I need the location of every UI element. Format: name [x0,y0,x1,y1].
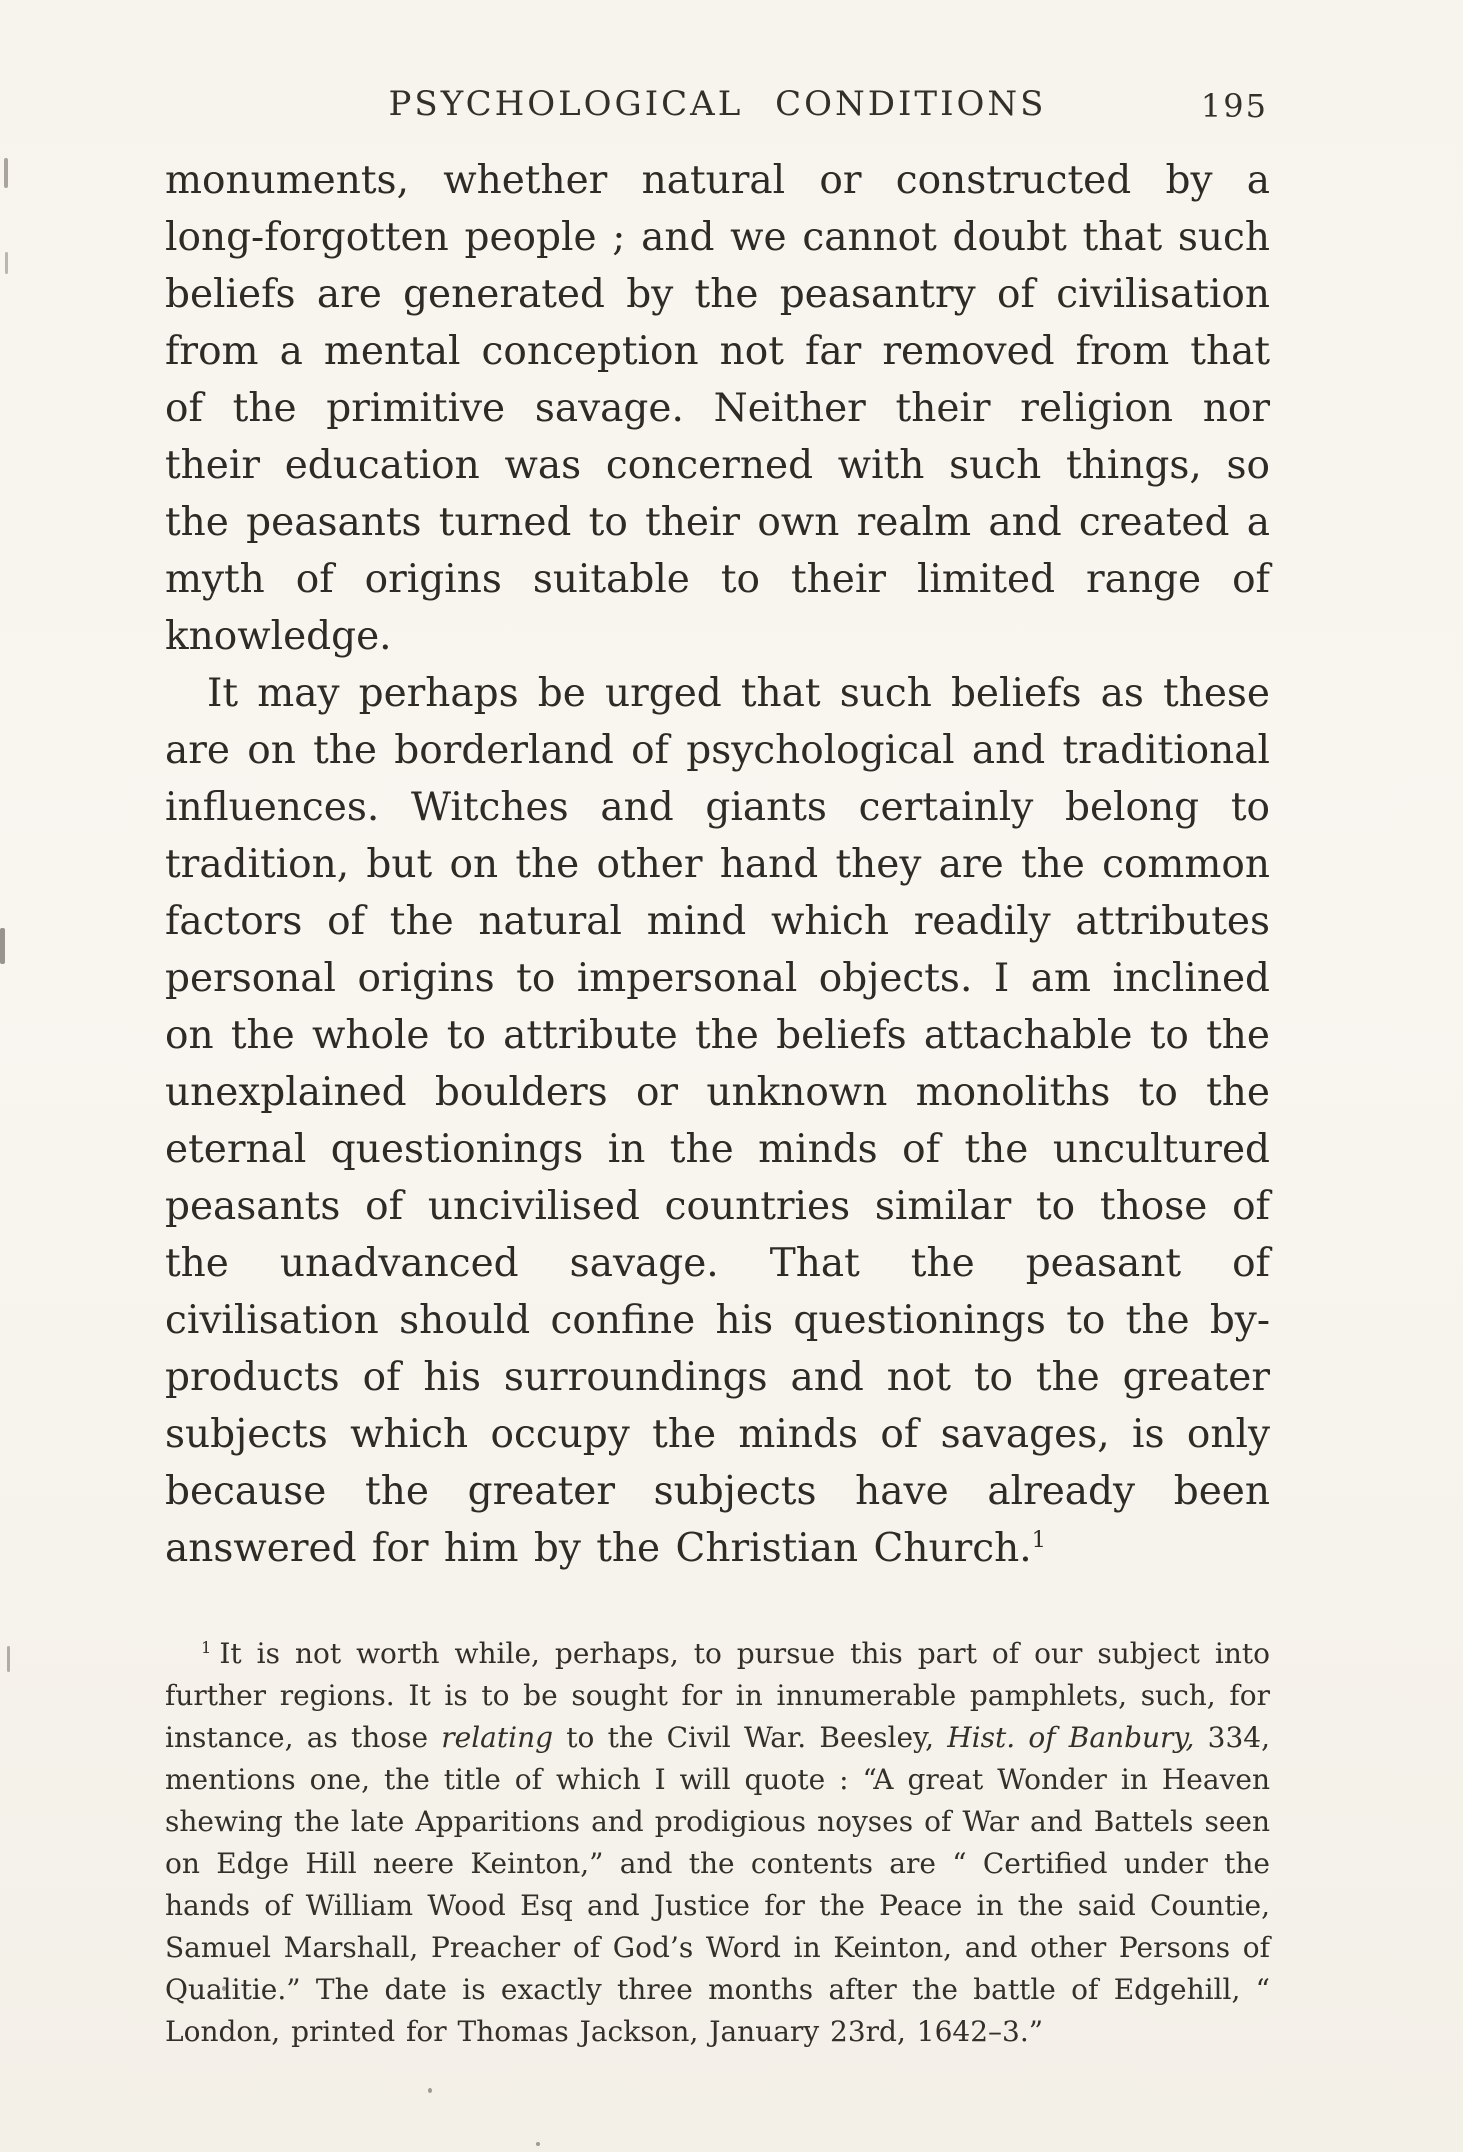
footnote-segment: to the Civil War. Beesley, [553,1721,948,1754]
footnote-segment: It is not worth while, perhaps, to pursue this part of our subject into further regions. It is to be sought for in innumerable pamphlets, such, for instance, as those [165,1637,1270,1754]
scan-artifact [0,928,5,964]
footnote-paragraph [165,1633,1270,2053]
paragraph-text: It may perhaps be urged that such beliefs as these are on the borderland of psychological and traditional influences. Witches and giants certainly belong to tradition, but on the other hand they are the common factors of the natural mind which readily attributes personal origins to impersonal objects. I am inclined on the whole to attribute the beliefs attachable to the unexplained boulders or unknown monoliths to the eternal questionings in the minds of the uncultured peasants of uncivilised countries similar to those of the unadvanced savage. That the peasant of civilisation should confine his questionings to the by-products of his surroundings and not to the greater subjects which occupy the minds of savages, is only because the greater subjects have already been answered for him by the Christian Church. [165,671,1270,1571]
body-text [165,152,1270,1577]
footnote-segment-italic: relating [441,1721,554,1754]
scan-artifact [7,1646,10,1672]
footnote-reference: 1 [1031,1527,1046,1553]
paragraph-text: monuments, whether natural or constructed by a long-forgotten people ; and we cannot doubt that such beliefs are generated by the peasantry of civilisation from a mental conception not far removed from that of the primitive savage. Neither their religion nor their education was concerned with such things, so the peasants turned to their own realm and created a myth of origins suitable to their limited range of knowledge. [165,158,1270,659]
scan-artifact [5,252,8,274]
scan-artifact [428,2088,432,2093]
footnote-segment-italic: Hist. of Banbury, [947,1721,1195,1754]
paragraph [165,665,1270,1577]
scan-artifact [4,158,8,188]
footnote-segment: 334, mentions one, the title of which I will quote : “A great Wonder in Heaven shewing the late Apparitions and prodigious noyses of War and Battels seen on Edge Hill neere Keinton,” and the contents are “ Certified under the hands of William Wood Esq and Justice for the Peace in the said Countie, Samuel Marshall, Preacher of God’s Word in Keinton, and other Persons of Qualitie.” The date is exactly three months after the battle of Edgehill, “ London, printed for Thomas Jackson, January 23rd, 1642–3.” [165,1721,1270,2048]
footnote-marker: 1 [201,1637,212,1657]
footnote [165,1633,1270,2053]
paragraph-continuation [165,152,1270,665]
page-header [165,84,1270,124]
page-number: 195 [1200,87,1268,125]
running-head: PSYCHOLOGICAL CONDITIONS [388,84,1047,124]
scan-artifact [536,2142,540,2146]
page-content [165,84,1270,2053]
